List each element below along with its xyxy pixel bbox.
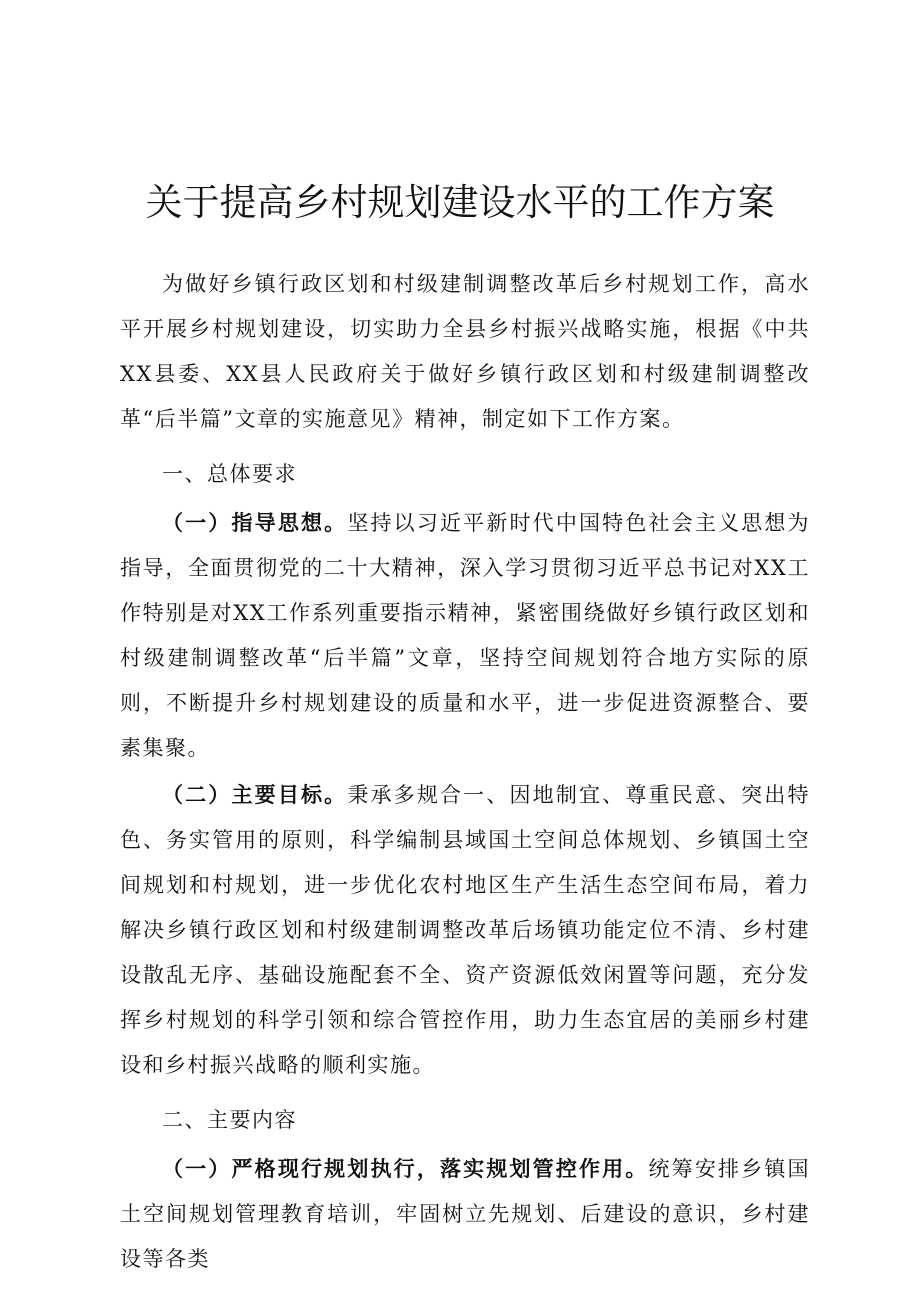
paragraph-guiding-thought xyxy=(120,501,810,771)
paragraph-text-planning-execution: 统筹安排乡镇国土空间规划管理教育培训，牢固树立先规划、后建设的意识，乡村建设等各类 xyxy=(120,1157,810,1271)
paragraph-lead-planning-execution: （一）严格现行规划执行，落实规划管控作用。 xyxy=(162,1157,649,1181)
document-title: 关于提高乡村规划建设水平的工作方案 xyxy=(145,181,775,224)
paragraph-text-guiding-thought: 坚持以习近平新时代中国特色社会主义思想为指导，全面贯彻党的二十大精神，深入学习贯彻习近平总书记对XX工作特别是对XX工作系列重要指示精神，紧密围绕做好乡镇行政区划和村级建制调整改革“后半篇”文章，坚持空间规划符合地方实际的原则，不断提升乡村规划建设的质量和水平，进一步促进资源整合、要素集聚。 xyxy=(120,511,811,760)
document-body xyxy=(120,262,810,1282)
paragraph-main-goals xyxy=(120,773,810,1088)
paragraph-text-main-goals: 秉承多规合一、因地制宜、尊重民意、突出特色、务实管用的原则，科学编制县域国土空间总体规划、乡镇国土空间规划和村规划，进一步优化农村地区生产生活生态空间布局，着力解决乡镇行政区划和村级建制调整改革后场镇功能定位不清、乡村建设散乱无序、基础设施配套不全、资产资源低效闲置等问题，充分发挥乡村规划的科学引领和综合管控作用，助力生态宜居的美丽乡村建设和乡村振兴战略的顺利实施。 xyxy=(120,783,811,1077)
section-heading-main-content: 二、主要内容 xyxy=(162,1108,297,1132)
paragraph-lead-guiding-thought: （一）指导思想。 xyxy=(162,511,348,535)
section-heading-general-requirements: 一、总体要求 xyxy=(162,462,297,486)
paragraph-planning-execution xyxy=(120,1147,810,1282)
paragraph-lead-main-goals: （二）主要目标。 xyxy=(162,783,348,807)
intro-paragraph: 为做好乡镇行政区划和村级建制调整改革后乡村规划工作，高水平开展乡村规划建设，切实助力全县乡村振兴战略实施，根据《中共XX县委、XX县人民政府关于做好乡镇行政区划和村级建制调整改革“后半篇”文章的实施意见》精神，制定如下工作方案。 xyxy=(120,272,810,431)
